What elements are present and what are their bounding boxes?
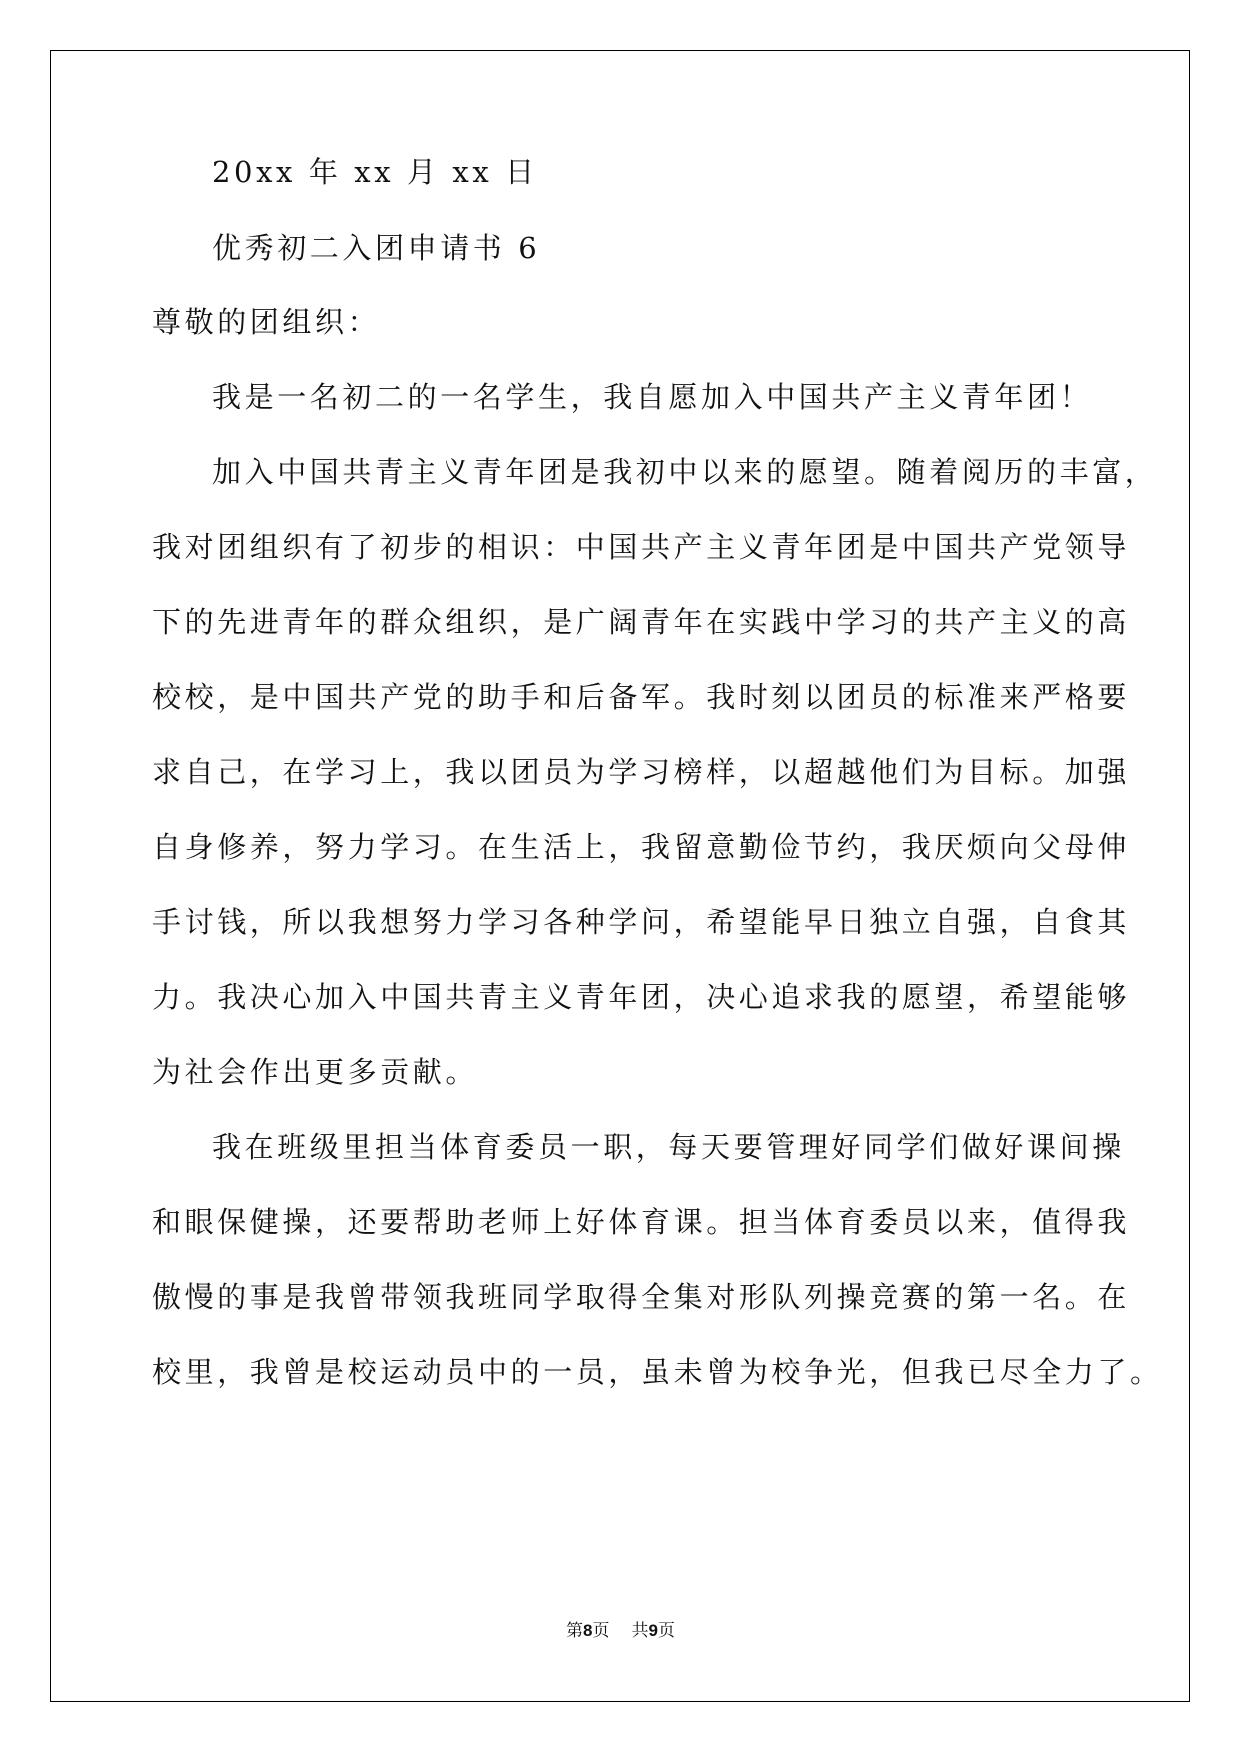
document-heading: 优秀初二入团申请书 6	[212, 231, 541, 265]
paragraph-3-line: 我在班级里担当体育委员一职，每天要管理好同学们做好课间操	[212, 1130, 1125, 1164]
page-suffix: 页	[592, 1621, 610, 1641]
paragraph-3-line: 和眼保健操，还要帮助老师上好体育课。担当体育委员以来，值得我	[152, 1205, 1131, 1239]
page-number: 8	[583, 1621, 593, 1640]
date-line: 20xx 年 xx 月 xx 日	[212, 155, 538, 189]
paragraph-2-line: 下的先进青年的群众组织，是广阔青年在实践中学习的共产主义的高	[152, 605, 1131, 639]
paragraph-2-line: 求自己，在学习上，我以团员为学习榜样，以超越他们为目标。加强	[152, 755, 1131, 789]
total-suffix: 页	[657, 1621, 675, 1641]
total-pages: 9	[648, 1621, 658, 1640]
paragraph-2-line: 手讨钱，所以我想努力学习各种学问，希望能早日独立自强，自食其	[152, 905, 1131, 939]
total-prefix: 共	[631, 1621, 649, 1641]
paragraph-1: 我是一名初二的一名学生，我自愿加入中国共产主义青年团！	[212, 380, 1093, 414]
page-footer	[0, 1616, 1241, 1641]
paragraph-3-line: 校里，我曾是校运动员中的一员，虽未曾为校争光，但我已尽全力了。	[152, 1355, 1163, 1389]
paragraph-2-line: 自身修养，努力学习。在生活上，我留意勤俭节约，我厌烦向父母伸	[152, 830, 1131, 864]
salutation: 尊敬的团组织：	[152, 305, 381, 339]
paragraph-2-line: 校校，是中国共产党的助手和后备军。我时刻以团员的标准来严格要	[152, 680, 1131, 714]
paragraph-2-line: 为社会作出更多贡献。	[152, 1055, 479, 1089]
paragraph-2-line: 我对团组织有了初步的相识：中国共产主义青年团是中国共产党领导	[152, 530, 1131, 564]
page-prefix: 第	[566, 1621, 584, 1641]
paragraph-2-line: 力。我决心加入中国共青主义青年团，决心追求我的愿望，希望能够	[152, 980, 1131, 1014]
page-border	[50, 50, 1190, 1702]
paragraph-2-line: 加入中国共青主义青年团是我初中以来的愿望。随着阅历的丰富，	[212, 455, 1158, 489]
paragraph-3-line: 傲慢的事是我曾带领我班同学取得全集对形队列操竞赛的第一名。在	[152, 1280, 1131, 1314]
